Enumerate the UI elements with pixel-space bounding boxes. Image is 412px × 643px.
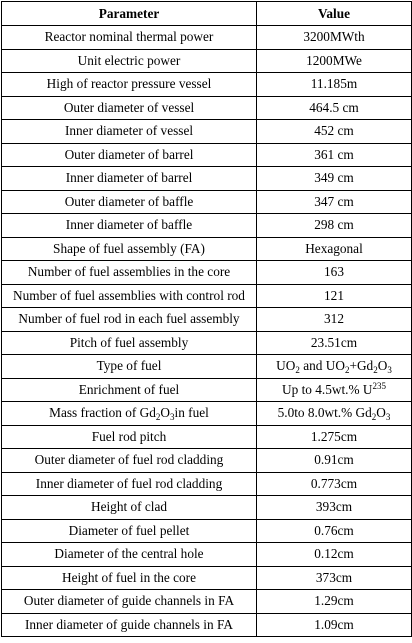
parameter-cell: Number of fuel assemblies with control rod — [2, 284, 257, 308]
table-row — [2, 519, 412, 543]
value-cell: 5.0to 8.0wt.% $Gd_2O_3$ — [257, 402, 412, 426]
value-cell: 3200MWth — [257, 26, 412, 50]
table-row — [2, 120, 412, 144]
parameter-cell: Inner diameter of baffle — [2, 214, 257, 238]
parameter-cell: Outer diameter of guide channels in FA — [2, 590, 257, 614]
parameter-cell: Height of clad — [2, 496, 257, 520]
value-cell: 0.12cm — [257, 543, 412, 567]
table-row — [2, 73, 412, 97]
parameter-cell: Mass fraction of $Gd_2O_3in$ fuel — [2, 402, 257, 426]
parameter-cell: Outer diameter of barrel — [2, 143, 257, 167]
table-row — [2, 378, 412, 402]
value-cell: 121 — [257, 284, 412, 308]
table-row — [2, 543, 412, 567]
table-row — [2, 261, 412, 285]
parameter-cell: Inner diameter of vessel — [2, 120, 257, 144]
table-row — [2, 96, 412, 120]
parameter-cell: Outer diameter of vessel — [2, 96, 257, 120]
value-cell: Up to 4.5wt.% $U^{235}$ — [257, 378, 412, 402]
parameter-cell: Diameter of the central hole — [2, 543, 257, 567]
value-cell: 1.29cm — [257, 590, 412, 614]
header-value: Value — [257, 2, 412, 26]
value-cell: 393cm — [257, 496, 412, 520]
table-row — [2, 613, 412, 637]
parameter-cell: Type of fuel — [2, 355, 257, 379]
value-cell: 1.275cm — [257, 425, 412, 449]
table-row — [2, 496, 412, 520]
parameter-cell: Outer diameter of fuel rod cladding — [2, 449, 257, 473]
table-row — [2, 449, 412, 473]
value-cell: 373cm — [257, 566, 412, 590]
table-row — [2, 237, 412, 261]
parameters-table — [1, 1, 412, 637]
parameter-cell: Height of fuel in the core — [2, 566, 257, 590]
value-cell: 1.09cm — [257, 613, 412, 637]
table-row — [2, 355, 412, 379]
table-row — [2, 143, 412, 167]
table-row — [2, 402, 412, 426]
parameter-cell: Number of fuel rod in each fuel assembly — [2, 308, 257, 332]
table-row — [2, 331, 412, 355]
parameter-cell: Pitch of fuel assembly — [2, 331, 257, 355]
parameter-cell: Inner diameter of barrel — [2, 167, 257, 191]
table-row — [2, 167, 412, 191]
parameter-cell: Diameter of fuel pellet — [2, 519, 257, 543]
table-row — [2, 308, 412, 332]
value-cell: 312 — [257, 308, 412, 332]
table-row — [2, 49, 412, 73]
value-cell: 0.76cm — [257, 519, 412, 543]
value-cell: 349 cm — [257, 167, 412, 191]
parameter-cell: Enrichment of fuel — [2, 378, 257, 402]
value-cell: $UO_2$ and $UO_2+Gd_2O_3$ — [257, 355, 412, 379]
table-row — [2, 214, 412, 238]
table-row — [2, 190, 412, 214]
parameter-cell: High of reactor pressure vessel — [2, 73, 257, 97]
value-cell: 1200MWe — [257, 49, 412, 73]
value-cell: Hexagonal — [257, 237, 412, 261]
table-row — [2, 425, 412, 449]
parameter-cell: Fuel rod pitch — [2, 425, 257, 449]
parameter-cell: Reactor nominal thermal power — [2, 26, 257, 50]
parameter-cell: Number of fuel assemblies in the core — [2, 261, 257, 285]
value-cell: 23.51cm — [257, 331, 412, 355]
table-body — [2, 26, 412, 637]
value-cell: 0.773cm — [257, 472, 412, 496]
value-cell: 464.5 cm — [257, 96, 412, 120]
parameter-cell: Unit electric power — [2, 49, 257, 73]
table-row — [2, 566, 412, 590]
value-cell: 11.185m — [257, 73, 412, 97]
value-cell: 361 cm — [257, 143, 412, 167]
value-cell: 452 cm — [257, 120, 412, 144]
parameter-cell: Shape of fuel assembly (FA) — [2, 237, 257, 261]
value-cell: 298 cm — [257, 214, 412, 238]
value-cell: 163 — [257, 261, 412, 285]
value-cell: 347 cm — [257, 190, 412, 214]
table-row — [2, 284, 412, 308]
table-row — [2, 590, 412, 614]
header-row — [2, 2, 412, 26]
table-row — [2, 26, 412, 50]
parameter-cell: Inner diameter of guide channels in FA — [2, 613, 257, 637]
parameter-cell: Outer diameter of baffle — [2, 190, 257, 214]
parameter-cell: Inner diameter of fuel rod cladding — [2, 472, 257, 496]
value-cell: 0.91cm — [257, 449, 412, 473]
table-row — [2, 472, 412, 496]
header-parameter: Parameter — [2, 2, 257, 26]
